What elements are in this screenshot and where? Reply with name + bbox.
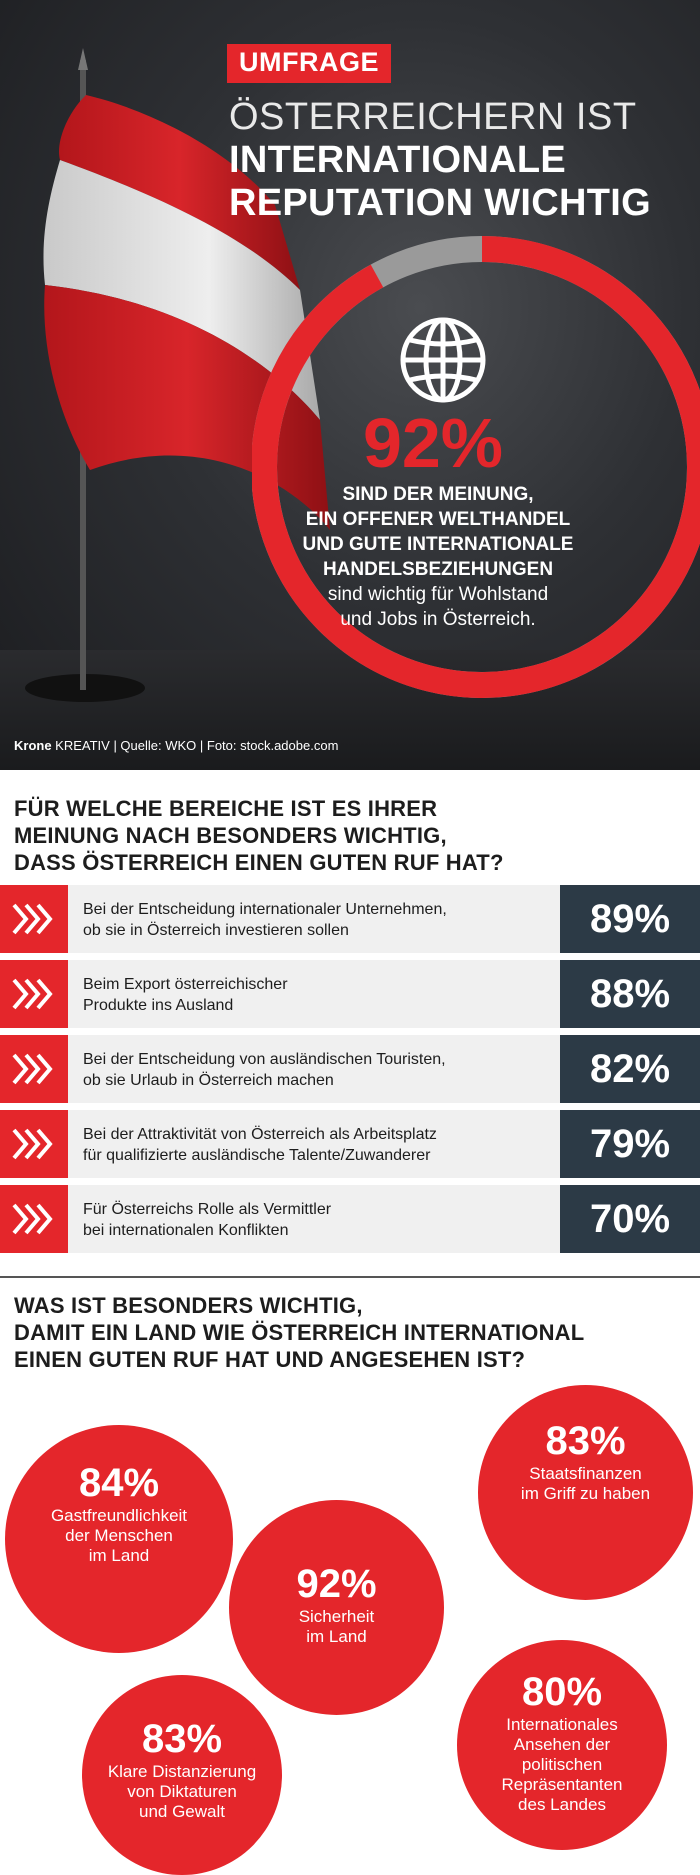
statement-line: EIN OFFENER WELTHANDEL — [305, 509, 571, 530]
bubble-label-line: und Gewalt — [139, 1802, 225, 1821]
bubble-percentage: 92% — [296, 1562, 377, 1606]
bubble-label-line: der Menschen — [65, 1526, 173, 1545]
headline-percentage: 92% — [362, 404, 504, 482]
bubble-label-line: Gastfreundlichkeit — [50, 1506, 188, 1525]
row-percentage: 88% — [560, 960, 700, 1028]
row-label-line: Bei der Attraktivität von Österreich als Arbeitsplatz — [83, 1126, 437, 1143]
factor-bubble — [478, 1385, 693, 1600]
bubble-label-line: Staatsfinanzen — [529, 1464, 642, 1483]
importance-row — [0, 960, 700, 1028]
bubble-percentage: 83% — [141, 1717, 223, 1761]
bubble-label-line: von Diktaturen — [127, 1782, 237, 1801]
section-title-line: WAS IST BESONDERS WICHTIG, — [14, 1293, 363, 1318]
row-label-line: Bei der Entscheidung internationaler Unternehmen, — [83, 901, 447, 918]
section-title-line: EINEN GUTEN RUF HAT UND ANGESEHEN IST? — [14, 1347, 526, 1372]
row-percentage: 82% — [560, 1035, 700, 1103]
bubble-label-line: im Land — [88, 1546, 150, 1565]
row-label — [83, 1199, 331, 1241]
importance-row — [0, 1035, 700, 1103]
section-1-title — [14, 795, 504, 876]
bubble-label-line: Internationales — [506, 1715, 618, 1734]
triple-chevron-icon — [0, 1185, 68, 1253]
title-line-3: REPUTATION WICHTIG — [229, 182, 651, 224]
headline-statement — [278, 482, 598, 632]
statement-line: und Jobs in Österreich. — [340, 609, 536, 630]
globe-icon — [398, 315, 488, 405]
bubble-percentage: 84% — [78, 1461, 160, 1505]
credit-text: KREATIV | Quelle: WKO | Foto: stock.adobe.com — [51, 738, 339, 753]
section-title-line: MEINUNG NACH BESONDERS WICHTIG, — [14, 823, 447, 848]
statement-line: UND GUTE INTERNATIONALE — [302, 534, 574, 555]
triple-chevron-icon — [0, 1110, 68, 1178]
section-2-title — [14, 1292, 584, 1373]
factor-bubble — [5, 1425, 233, 1653]
hero-panel — [0, 0, 700, 770]
image-credit — [14, 738, 338, 753]
statement-line: sind wichtig für Wohlstand — [327, 584, 549, 605]
row-percentage: 70% — [560, 1185, 700, 1253]
triple-chevron-icon — [0, 960, 68, 1028]
factor-bubble — [82, 1675, 282, 1875]
factor-bubble — [457, 1640, 667, 1850]
row-label-line: für qualifizierte ausländische Talente/Zuwanderer — [83, 1147, 431, 1164]
bubble-label-line: im Land — [306, 1627, 367, 1646]
section-title-line: DAMIT EIN LAND WIE ÖSTERREICH INTERNATIONAL — [14, 1320, 585, 1345]
survey-badge: UMFRAGE — [227, 44, 391, 83]
section-divider — [0, 1276, 700, 1278]
bubble-label-line: Ansehen der — [513, 1735, 611, 1754]
importance-row — [0, 885, 700, 953]
section-title-line: DASS ÖSTERREICH EINEN GUTEN RUF HAT? — [14, 850, 504, 875]
title-line-2: INTERNATIONALE — [229, 139, 567, 181]
bubble-label-line: politischen — [521, 1755, 603, 1774]
row-label-line: Bei der Entscheidung von ausländischen Touristen, — [83, 1051, 446, 1068]
title-line-1: ÖSTERREICHERN IST — [229, 96, 637, 138]
bubble-label-line: im Griff zu haben — [520, 1484, 651, 1503]
importance-row — [0, 1185, 700, 1253]
row-label — [83, 899, 447, 941]
row-label-line: ob sie Urlaub in Österreich machen — [83, 1072, 334, 1089]
bubble-label-line: Klare Distanzierung — [107, 1762, 257, 1781]
flag-pole-tip — [78, 48, 88, 70]
statement-line: SIND DER MEINUNG, — [342, 484, 534, 505]
row-label-line: Beim Export österreichischer — [83, 976, 288, 993]
row-percentage: 79% — [560, 1110, 700, 1178]
importance-list — [0, 885, 700, 1260]
bubble-percentage: 83% — [545, 1419, 626, 1463]
section-title-line: FÜR WELCHE BEREICHE IST ES IHRER — [14, 796, 438, 821]
bubble-label-line: Sicherheit — [298, 1607, 375, 1626]
row-label-line: ob sie in Österreich investieren sollen — [83, 922, 349, 939]
row-label — [83, 974, 288, 1016]
triple-chevron-icon — [0, 1035, 68, 1103]
credit-brand: Krone — [14, 738, 52, 753]
row-label — [83, 1124, 437, 1166]
bubble-percentage: 80% — [521, 1670, 603, 1714]
bubble-label-line: Repräsentanten — [501, 1775, 623, 1794]
row-percentage: 89% — [560, 885, 700, 953]
triple-chevron-icon — [0, 885, 68, 953]
row-label-line: Für Österreichs Rolle als Vermittler — [83, 1201, 332, 1218]
row-label-line: bei internationalen Konflikten — [83, 1222, 289, 1239]
bubble-label-line: des Landes — [518, 1795, 606, 1814]
importance-row — [0, 1110, 700, 1178]
factor-bubble — [229, 1500, 444, 1715]
statement-line: HANDELSBEZIEHUNGEN — [322, 559, 554, 580]
row-label-line: Produkte ins Ausland — [83, 997, 234, 1014]
row-label — [83, 1049, 446, 1091]
